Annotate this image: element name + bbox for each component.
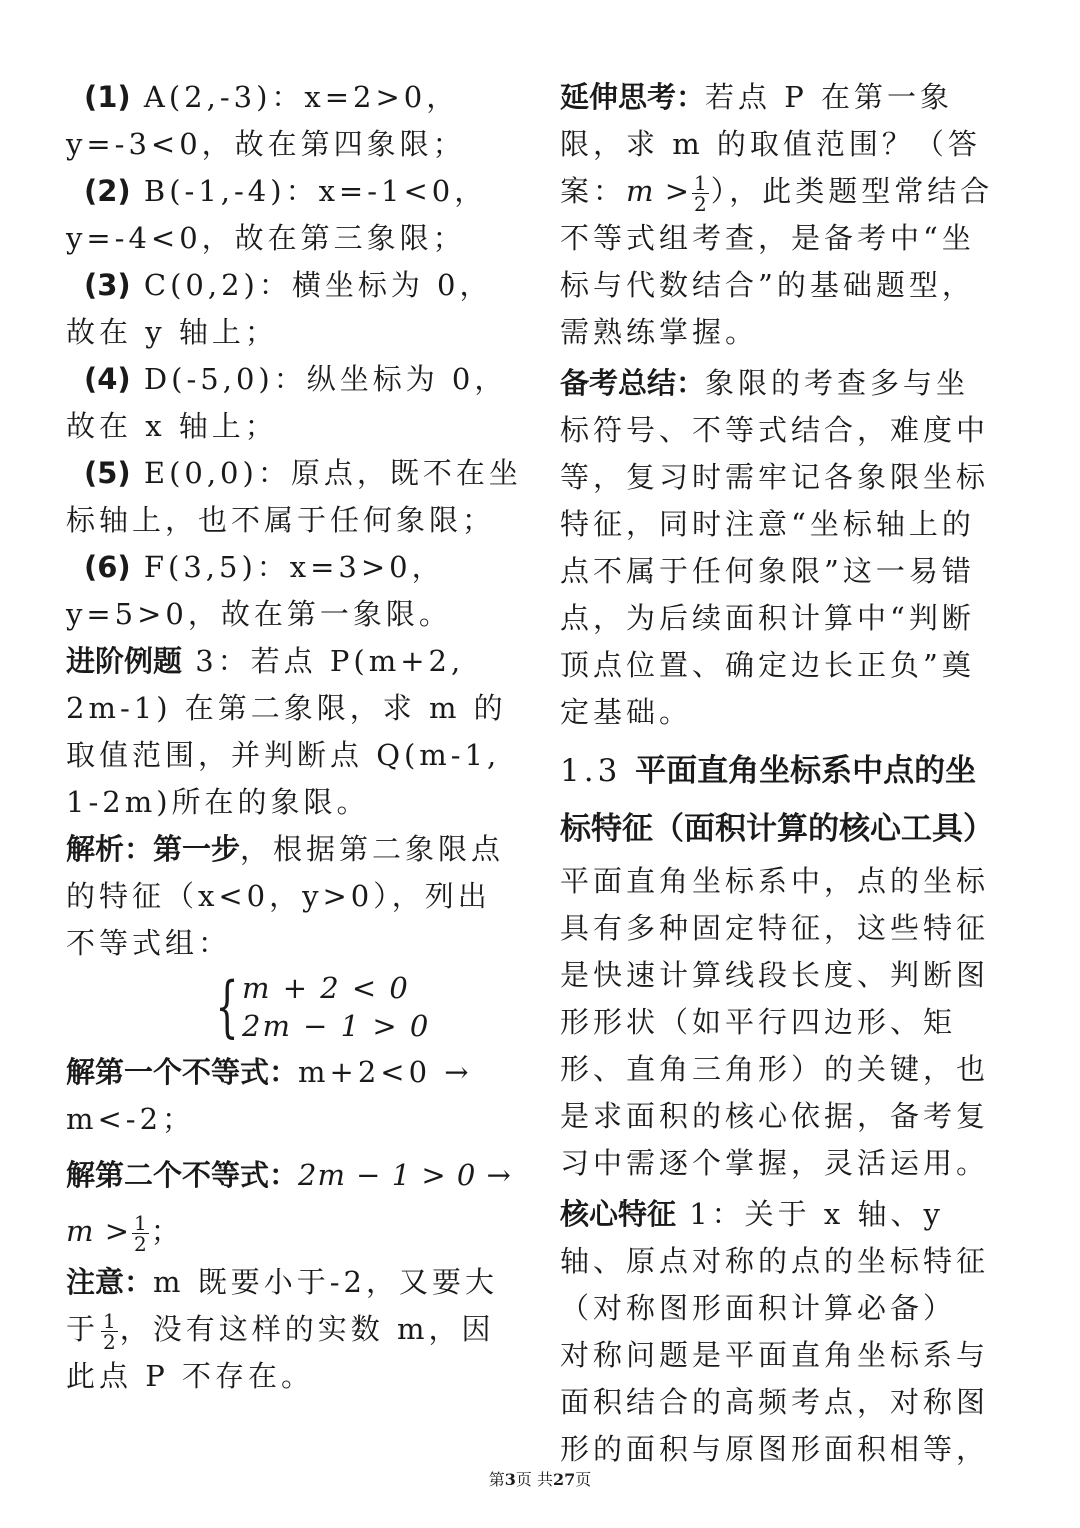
- solve-second-tail: ；: [150, 1214, 184, 1248]
- intro-text: 平面直角坐标系中，点的坐标具有多种固定特征，这些特征是快速计算线段长度、判断图形形状（如平行四边形、矩形、直角三角形）的关键，也是求面积的核心依据，备考复习中需逐个掌握，灵活运用。: [560, 864, 990, 1180]
- fraction-denominator: 2: [134, 1231, 147, 1256]
- extension-math: m >: [626, 174, 691, 208]
- fraction: [132, 1210, 149, 1256]
- extension-paragraph: [560, 74, 1000, 356]
- extension-text-2: ），此类题型常结合不等式组考查，是备考中“坐标与代数结合”的基础题型，需熟练掌握。: [560, 174, 994, 349]
- fraction-denominator: 2: [694, 191, 707, 216]
- fraction-numerator: 1: [694, 170, 707, 195]
- symmetry-paragraph: [560, 1332, 1000, 1473]
- summary-text: 象限的考查多与坐标符号、不等式结合，难度中等，复习时需牢记各象限坐标特征，同时注意“坐标轴上的点不属于任何象限”这一易错点，为后续面积计算中“判断顶点位置、确定边长正负”奠定基础。: [560, 366, 990, 729]
- system-line-2: 2m − 1 > 0: [242, 1009, 431, 1043]
- item-label: (2): [84, 174, 131, 208]
- fraction-numerator: 1: [103, 1308, 116, 1333]
- list-item: [66, 356, 522, 450]
- extension-text-1: 若点 P 在第一象限，求 m 的取值范围？（答案：: [560, 80, 981, 208]
- footer-prefix: 第: [488, 1470, 505, 1489]
- intro-paragraph: [560, 858, 1000, 1187]
- inequality-system: [206, 969, 522, 1045]
- note-paragraph: [66, 1259, 522, 1400]
- list-item: [66, 544, 522, 638]
- section-title: 平面直角坐标系中点的坐标特征（面积计算的核心工具）: [560, 753, 994, 847]
- item-label: (4): [84, 362, 131, 396]
- footer-suffix: 页: [575, 1470, 592, 1489]
- brace-icon: {: [215, 968, 239, 1045]
- analysis-paragraph: [66, 826, 522, 967]
- fraction-denominator: 2: [103, 1329, 116, 1354]
- total-pages: 27: [552, 1470, 576, 1489]
- item-text: B(-1,-4)：x=-1<0，y=-4<0，故在第三象限；: [66, 174, 488, 255]
- fraction: [101, 1308, 118, 1354]
- page-footer: [0, 1467, 1080, 1490]
- summary-paragraph: [560, 360, 1000, 736]
- core-paragraph: [560, 1191, 1000, 1332]
- item-label: (6): [84, 550, 131, 584]
- note-text-2: ，没有这样的实数 m，因此点 P 不存在。: [66, 1312, 495, 1393]
- item-label: (5): [84, 456, 131, 490]
- section-number: 1.3: [560, 753, 622, 789]
- item-text: E(0,0)：原点，既不在坐标轴上，也不属于任何象限；: [66, 456, 522, 537]
- core-text: 1：关于 x 轴、y 轴、原点对称的点的坐标特征（对称图形面积计算必备）: [560, 1197, 990, 1325]
- item-text: F(3,5)：x=3>0，y=5>0，故在第一象限。: [66, 550, 452, 631]
- extension-title: 延伸思考：: [560, 80, 706, 114]
- solve-first-text: m+2<0 → m<-2；: [66, 1055, 473, 1136]
- item-label: (1): [84, 80, 131, 114]
- section-heading: [560, 742, 1000, 858]
- fraction-numerator: 1: [134, 1210, 147, 1235]
- note-text-1: m 既要小于-2，又要大于: [66, 1265, 498, 1346]
- solve-second-expr: 2m − 1 > 0 → m >: [66, 1158, 512, 1248]
- example-title: 进阶例题: [66, 644, 183, 678]
- symmetry-text: 对称问题是平面直角坐标系与面积结合的高频考点，对称图形的面积与原图形面积相等，: [560, 1338, 990, 1466]
- analysis-text: ，根据第二象限点的特征（x<0，y>0），列出不等式组：: [66, 832, 505, 960]
- footer-mid: 页 共: [515, 1470, 553, 1489]
- system-line-1: m + 2 < 0: [242, 971, 410, 1005]
- example-paragraph: [66, 638, 522, 826]
- item-text: A(2,-3)：x=2>0，y=-3<0，故在第四象限；: [66, 80, 466, 161]
- right-column: [560, 74, 1000, 1473]
- item-text: C(0,2)：横坐标为 0，故在 y 轴上；: [66, 268, 493, 349]
- page-number: 3: [504, 1470, 516, 1489]
- list-item: [66, 262, 522, 356]
- solve-first-title: 解第一个不等式：: [66, 1055, 299, 1089]
- left-column: [66, 74, 522, 1400]
- analysis-title: 解析：第一步: [66, 832, 241, 866]
- solve-second-paragraph: [66, 1147, 522, 1259]
- core-title: 核心特征: [560, 1197, 677, 1231]
- example-text: 3：若点 P(m+2, 2m-1) 在第二象限，求 m 的取值范围，并判断点 Q(m-1, 1-2m)所在的象限。: [66, 644, 507, 819]
- fraction: [692, 170, 709, 216]
- solve-second-title: 解第二个不等式：: [66, 1158, 299, 1192]
- item-label: (3): [84, 268, 131, 302]
- note-title: 注意：: [66, 1265, 154, 1299]
- solve-first-paragraph: [66, 1049, 522, 1143]
- list-item: [66, 74, 522, 168]
- list-item: [66, 168, 522, 262]
- item-text: D(-5,0)：纵坐标为 0，故在 x 轴上；: [66, 362, 508, 443]
- list-item: [66, 450, 522, 544]
- summary-title: 备考总结：: [560, 366, 706, 400]
- system-lines: [242, 969, 430, 1045]
